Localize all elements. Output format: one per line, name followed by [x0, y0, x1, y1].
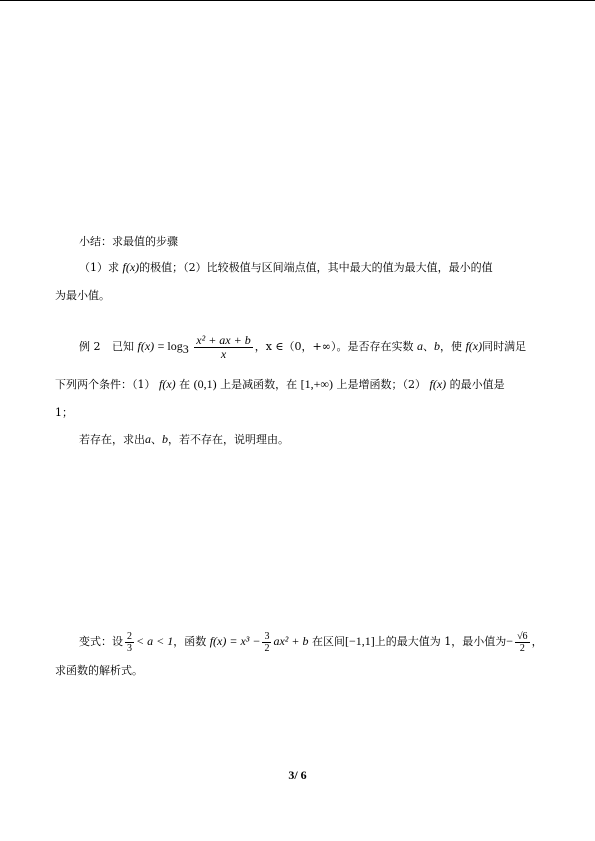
- example2-line2: 下列两个条件：（1） f(x) 在 (0,1) 上是减函数，在 [1,+∞) 上是增函数；（2） f(x) 的最小值是: [55, 377, 505, 391]
- page-number: 3/ 6: [288, 768, 307, 782]
- fraction-two-thirds: $\frac{2}{3}$: [127, 630, 132, 654]
- summary-step-continuation: 为最小值。: [55, 289, 110, 302]
- fraction-root6-over-2: $\frac{√6}{2}$: [517, 630, 528, 654]
- example2-line3: 1；: [55, 406, 73, 419]
- variant-line1: 变式：设 $\frac{2}{3}$ < a < 1，函数 f(x) = x³ − $\frac{3}{2}$ ax² + b 在区间[−1,1]上的最大值为 1，最小值为− $\frac{√6}{2}$ ，: [79, 630, 543, 654]
- fraction-three-halves: $\frac{3}{2}$: [264, 630, 270, 654]
- top-border-line: [0, 0, 595, 1]
- summary-step-line: （1）求 f(x)的极值；（2）比较极值与区间端点值，其中最大的值为最大值，最小的值: [79, 260, 493, 274]
- example2-line1: 例 2 已知 $f(x) = \log_3$ $\frac{\text{x² + ax + b}}{x}$ ，x ∈（0，+∞）。是否存在实数 a、b，使 f(x)同时满足: [79, 332, 527, 361]
- variant-line2: 求函数的解析式。: [55, 664, 143, 677]
- example2-line4: 若存在，求出a、b，若不存在，说明理由。: [79, 432, 289, 446]
- summary-heading: 小结：求最值的步骤: [79, 235, 178, 248]
- log-argument-fraction: $\frac{\text{x² + ax + b}}{x}$: [196, 332, 251, 361]
